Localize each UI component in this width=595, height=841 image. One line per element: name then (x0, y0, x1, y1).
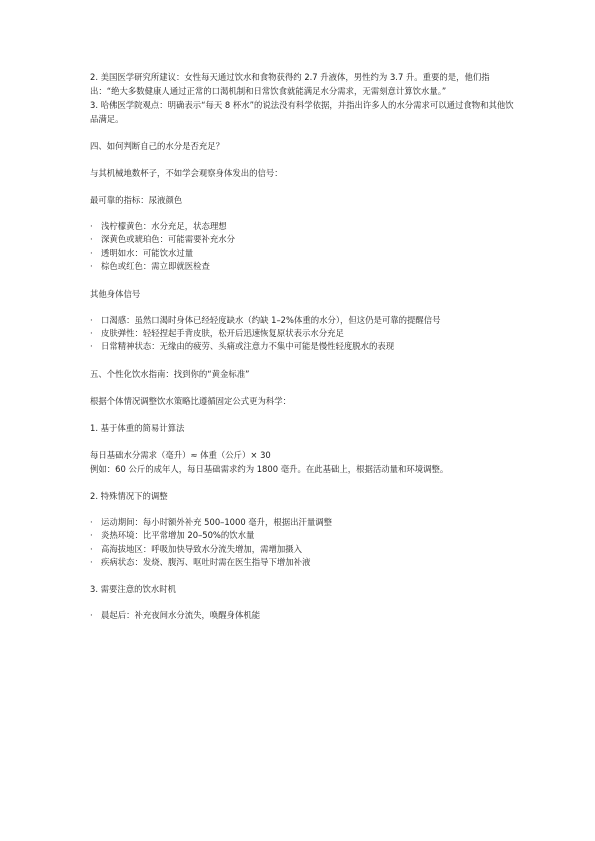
list-item (90, 609, 515, 622)
list-item-text: 皮肤弹性：轻轻捏起手背皮肤，松开后迅速恢复原状表示水分充足 (101, 328, 344, 339)
list-item (90, 260, 515, 273)
document-page (90, 70, 515, 636)
section-4-intro: 与其机械地数杯子，不如学会观察身体发出的信号： (90, 168, 283, 178)
list-item (90, 233, 515, 246)
bullet-dot: · (90, 221, 93, 231)
list-item (90, 327, 515, 340)
sources-list (90, 70, 515, 126)
bullet-dot: · (90, 530, 93, 541)
bullet-dot: · (90, 247, 93, 258)
bullet-dot: · (90, 341, 93, 352)
list-item-text: 口渴感：虽然口渴时身体已经轻度缺水（约缺 1–2%体重的水分），但这仍是可靠的提醒信号 (101, 314, 441, 325)
urine-color-heading: 最可靠的指标：尿液颜色 (90, 195, 183, 205)
list-item (90, 529, 515, 542)
subsection-2-title: 2. 特殊情况下的调整 (90, 490, 168, 501)
list-item-text: 日常精神状态：无缘由的疲劳、头痛或注意力不集中可能是慢性轻度脱水的表现 (101, 341, 395, 352)
list-item (90, 543, 515, 556)
section-5-title: 五、个性化饮水指南：找到你的“黄金标准” (90, 368, 250, 379)
bullet-dot: · (90, 557, 93, 568)
bullet-dot: · (90, 261, 93, 272)
urine-color-list (90, 220, 515, 274)
list-item-text: 运动期间：每小时额外补充 500–1000 毫升，根据出汗量调整 (101, 516, 333, 527)
list-item-text: 高海拔地区：呼吸加快导致水分流失增加，需增加摄入 (101, 543, 302, 554)
list-item (90, 314, 515, 327)
list-item (90, 247, 515, 260)
list-item-text: 深黄色或琥珀色：可能需要补充水分 (101, 234, 235, 245)
list-item-text: 炎热环境：比平常增加 20–50%的饮水量 (101, 530, 255, 541)
formula-block (90, 448, 515, 476)
other-signals-heading: 其他身体信号 (90, 288, 141, 299)
list-item-text: 疾病状态：发烧、腹泻、呕吐时需在医生指导下增加补液 (101, 557, 311, 568)
source-item-3: 3. 哈佛医学院观点：明确表示“每天 8 杯水”的说法没有科学依据，并指出许多人的水分需求可以通过食物和其他饮品满足。 (90, 100, 514, 124)
bullet-dot: · (90, 610, 93, 621)
timing-list (90, 609, 515, 622)
bullet-dot: · (90, 234, 93, 245)
list-item (90, 516, 515, 529)
subsection-1-title: 1. 基于体重的简易计算法 (90, 422, 185, 433)
list-item (90, 340, 515, 353)
formula-line: 每日基础水分需求（毫升）≈ 体重（公斤）× 30 (90, 449, 271, 460)
formula-example: 例如：60 公斤的成年人，每日基础需求约为 1800 毫升。在此基础上，根据活动量和环境调整。 (90, 463, 449, 474)
bullet-dot: · (90, 328, 93, 339)
bullet-dot: · (90, 314, 93, 325)
list-item (90, 220, 515, 233)
list-item-text: 浅柠檬黄色：水分充足，状态理想 (101, 221, 227, 231)
subsection-3-title: 3. 需要注意的饮水时机 (90, 584, 177, 595)
bullet-dot: · (90, 516, 93, 527)
other-signals-list (90, 314, 515, 354)
bullet-dot: · (90, 543, 93, 554)
source-item-2: 2. 美国医学研究所建议：女性每天通过饮水和食物获得约 2.7 升液体，男性约为 3.7 升。重要的是，他们指出：“绝大多数健康人通过正常的口渴机制和日常饮食就能满足水分需求，无需刻意计算饮水量。” (90, 72, 490, 96)
list-item (90, 556, 515, 569)
list-item-text: 透明如水：可能饮水过量 (101, 247, 194, 258)
section-4-title: 四、如何判断自己的水分是否充足？ (90, 141, 224, 151)
list-item-text: 棕色或红色：需立即就医检查 (101, 261, 210, 272)
list-item-text: 晨起后：补充夜间水分流失，唤醒身体机能 (101, 610, 261, 621)
section-5-intro: 根据个体情况调整饮水策略比遵循固定公式更为科学： (90, 395, 291, 406)
special-cases-list (90, 516, 515, 570)
